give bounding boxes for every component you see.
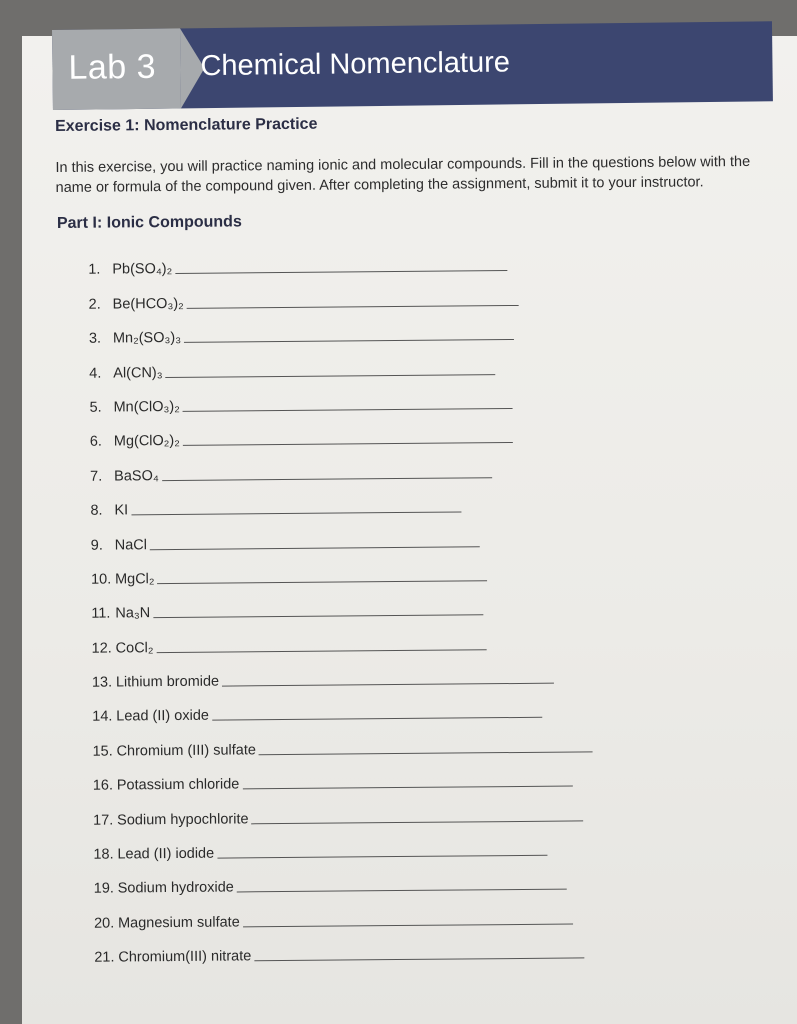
lab-number: Lab 3 (68, 47, 157, 87)
question-prompt: Be(HCO₃)₂ (112, 295, 184, 313)
question-prompt: KI (114, 502, 129, 519)
question-prompt: Magnesium sulfate (117, 914, 240, 932)
lab-number-tab (52, 28, 181, 110)
lab-banner (52, 21, 773, 110)
question-number: 11. (91, 605, 111, 622)
question-prompt: MgCl₂ (114, 571, 155, 588)
question-prompt: Sodium hydroxide (117, 879, 234, 897)
question-prompt: Mn₂(SO₃)₃ (112, 330, 182, 347)
answer-blank-line[interactable] (153, 615, 483, 619)
answer-blank-line[interactable] (243, 923, 573, 927)
worksheet-content (55, 112, 792, 967)
question-prompt: Lead (II) iodide (117, 845, 215, 863)
question-list (88, 238, 792, 966)
answer-blank-line[interactable] (187, 305, 519, 309)
answer-blank-line[interactable] (166, 374, 496, 378)
question-number: 19. (93, 880, 114, 898)
question-prompt: Potassium chloride (116, 776, 240, 794)
answer-blank-line[interactable] (242, 786, 572, 790)
instructions-paragraph: In this exercise, you will practice naming ionic and molecular compounds. Fill in the questions below with the name or formula of the compound given. After completing the assignment, submit it to your instructor. (55, 153, 751, 196)
question-number: 3. (88, 330, 102, 347)
question-number: 8. (90, 502, 103, 519)
answer-blank-line[interactable] (237, 889, 567, 893)
question-prompt: Chromium (III) sulfate (116, 742, 257, 760)
question-number: 5. (89, 399, 102, 416)
exercise-title: Exercise 1: Nomenclature Practice (55, 115, 318, 135)
answer-blank-line[interactable] (150, 546, 480, 550)
question-number: 20. (93, 915, 115, 932)
answer-blank-line[interactable] (254, 958, 584, 962)
question-prompt: Mn(ClO₃)₂ (113, 398, 180, 416)
question-number: 1. (88, 262, 101, 279)
question-prompt: Na₃N (115, 605, 151, 622)
answer-blank-line[interactable] (162, 477, 492, 481)
answer-blank-line[interactable] (252, 820, 584, 824)
answer-blank-line[interactable] (158, 580, 488, 584)
question-prompt: NaCl (114, 536, 148, 554)
answer-blank-line[interactable] (175, 270, 507, 274)
answer-blank-line[interactable] (157, 649, 487, 653)
question-prompt: Sodium hypochlorite (117, 810, 249, 829)
question-number: 21. (94, 949, 115, 966)
answer-blank-line[interactable] (217, 855, 547, 859)
part-title: Part I: Ionic Compounds (56, 213, 242, 232)
question-number: 13. (91, 674, 113, 691)
question-number: 2. (88, 296, 101, 313)
question-prompt: Lithium bromide (115, 673, 220, 691)
question-number: 9. (90, 537, 103, 554)
question-prompt: Al(CN)₃ (113, 364, 163, 382)
question-number: 15. (92, 743, 113, 760)
answer-blank-line[interactable] (184, 339, 514, 343)
question-prompt: BaSO₄ (114, 467, 159, 485)
question-prompt: Pb(SO₄)₂ (112, 261, 173, 278)
question-prompt: Chromium(III) nitrate (118, 948, 252, 966)
question-number: 18. (93, 846, 114, 863)
question-prompt: Lead (II) oxide (116, 708, 209, 725)
lab-title: Chemical Nomenclature (200, 46, 511, 83)
answer-blank-line[interactable] (222, 683, 554, 687)
question-number: 17. (93, 812, 114, 829)
answer-blank-line[interactable] (131, 512, 461, 516)
answer-blank-line[interactable] (183, 408, 513, 412)
question-item (94, 925, 792, 965)
question-number: 14. (92, 708, 113, 726)
answer-blank-line[interactable] (259, 751, 593, 755)
question-number: 12. (91, 640, 112, 657)
question-prompt: Mg(ClO₂)₂ (113, 433, 180, 450)
question-number: 7. (90, 468, 103, 485)
question-number: 4. (89, 365, 102, 382)
question-number: 10. (90, 571, 112, 588)
question-number: 16. (92, 777, 114, 794)
question-prompt: CoCl₂ (115, 639, 154, 657)
answer-blank-line[interactable] (212, 717, 542, 721)
answer-blank-line[interactable] (183, 442, 513, 446)
question-number: 6. (89, 433, 102, 451)
